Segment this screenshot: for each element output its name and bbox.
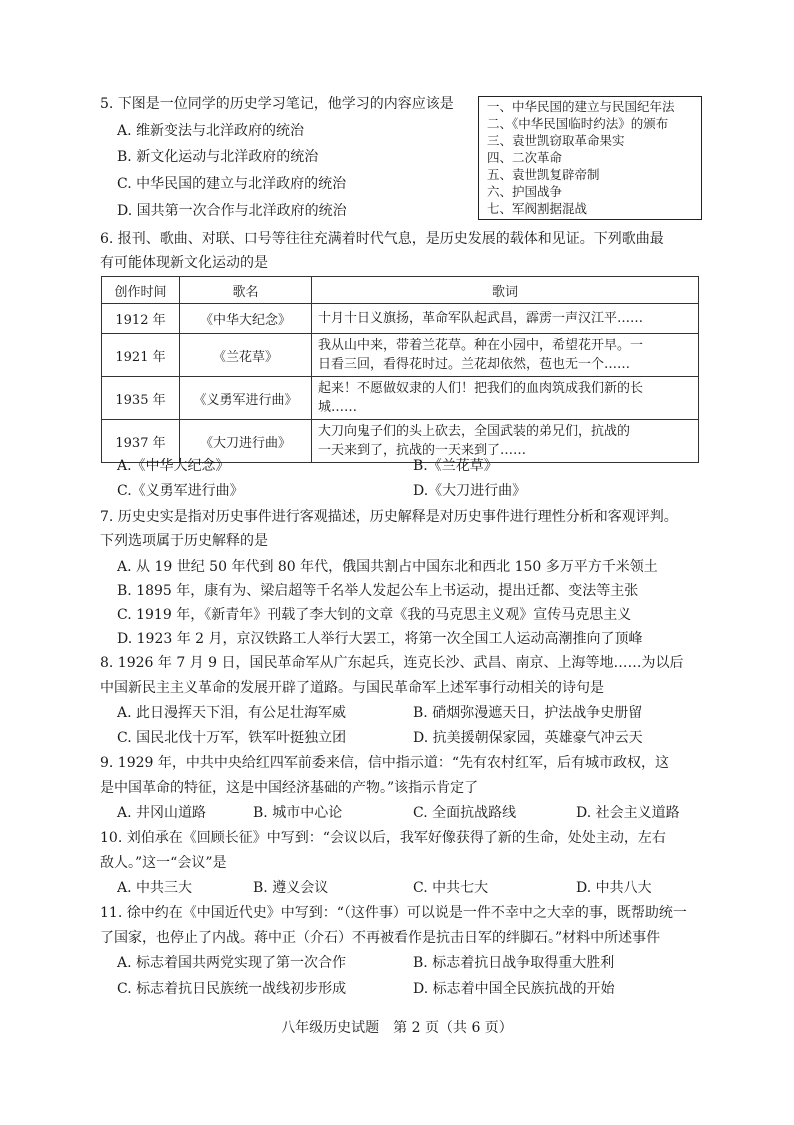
page-footer: 八年级历史试题 第 2 页（共 6 页）: [281, 1020, 513, 1036]
note-item: 一、中华民国的建立与民国纪年法: [487, 99, 675, 114]
q8-option-c: C. 国民北伐十万军，铁军叶挺独立团: [117, 730, 347, 746]
table-header-row: [102, 277, 699, 304]
lyric-line: 十月十日义旗扬，革命军队起武昌，霹雳一声汉江平……: [318, 311, 644, 326]
q6-stem-line2: 有可能体现新文化运动的是: [100, 255, 268, 271]
q8-stem-line1: 8. 1926 年 7 月 9 日，国民革命军从广东起兵，连克长沙、武昌、南京、上海等地……为以后: [100, 655, 684, 671]
q8-stem-line2: 中国新民主主义革命的发展开辟了道路。与国民革命军上述军事行动相关的诗句是: [100, 680, 604, 696]
songs-table: [101, 276, 699, 463]
q5-option-d: D. 国共第一次合作与北洋政府的统治: [117, 203, 347, 219]
q7-option-a: A. 从 19 世纪 50 年代到 80 年代，俄国共割占中国东北和西北 150 多万平方千米领土: [117, 559, 658, 575]
table-row: [102, 334, 699, 377]
q10-option-a: A. 中共三大: [117, 880, 193, 896]
q10-option-b: B. 遵义会议: [253, 880, 329, 896]
q7-option-d: D. 1923 年 2 月，京汉铁路工人举行大罢工，将第一次全国工人运动高潮推向了顶峰: [117, 631, 643, 647]
row-song: 《义勇军进行曲》: [180, 377, 312, 420]
q10-option-c: C. 中共七大: [413, 880, 489, 896]
study-notes-box: [478, 96, 702, 220]
row-lyrics: [312, 377, 699, 420]
q5-option-a: A. 维新变法与北洋政府的统治: [117, 123, 305, 139]
q9-stem-line2: 是中国革命的特征，这是中国经济基础的产物。”该指示肯定了: [100, 780, 479, 796]
note-item: 二、《中华民国临时约法》的颁布: [487, 116, 669, 131]
header-song: 歌名: [180, 277, 312, 304]
q6-option-a: A.《中华大纪念》: [117, 458, 230, 474]
row-year: 1937 年: [102, 420, 180, 463]
q7-option-c: C. 1919 年，《新青年》刊载了李大钊的文章《我的马克思主义观》宣传马克思主义: [117, 607, 632, 623]
q6-stem-line1: 6. 报刊、歌曲、对联、口号等往往充满着时代气息，是历史发展的载体和见证。下列歌曲最: [100, 231, 664, 247]
q9-option-c: C. 全面抗战路线: [413, 805, 517, 821]
table-row: [102, 377, 699, 420]
note-item: 五、袁世凯复辟帝制: [487, 167, 600, 182]
q11-option-d: D. 标志着中国全民族抗战的开始: [413, 981, 615, 997]
row-lyrics: [312, 304, 699, 334]
lyric-line: 日看三回，看得花时过。兰花却依然，苞也无一个……: [318, 357, 631, 372]
lyric-line: 我从山中来，带着兰花草。种在小园中，希望花开早。一: [318, 338, 644, 353]
q7-stem-line2: 下列选项属于历史解释的是: [100, 533, 268, 549]
row-song: 《大刀进行曲》: [180, 420, 312, 463]
q8-option-b: B. 硝烟弥漫遮天日，护法战争史册留: [413, 705, 643, 721]
note-item: 四、二次革命: [487, 150, 563, 165]
note-item: 六、护国战争: [487, 184, 563, 199]
lyric-line: 起来！不愿做奴隶的人们！把我们的血肉筑成我们新的长: [318, 381, 644, 396]
q8-option-d: D. 抗美援朝保家园，英雄豪气冲云天: [413, 730, 643, 746]
q5-option-c: C. 中华民国的建立与北洋政府的统治: [117, 176, 347, 192]
q7-stem-line1: 7. 历史史实是指对历史事件进行客观描述，历史解释是对历史事件进行理性分析和客观评判。: [100, 509, 678, 525]
lyric-line: 一天来到了，抗战的一天来到了……: [318, 443, 527, 458]
q6-option-b: B.《兰花草》: [413, 458, 498, 474]
note-item: 七、军阀割据混战: [487, 201, 588, 216]
row-lyrics: [312, 334, 699, 377]
q10-option-d: D. 中共八大: [576, 880, 652, 896]
q9-stem-line1: 9. 1929 年，中共中央给红四军前委来信，信中指示道：“先有农村红军，后有城市政权，这: [100, 755, 670, 771]
header-time: 创作时间: [102, 277, 180, 304]
table-row: [102, 304, 699, 334]
note-item: 三、袁世凯窃取革命果实: [487, 133, 625, 148]
row-song: 《中华大纪念》: [180, 304, 312, 334]
header-lyrics: 歌词: [312, 277, 699, 304]
q6-option-d: D.《大刀进行曲》: [413, 483, 527, 499]
lyric-line: 大刀向鬼子们的头上砍去，全国武装的弟兄们，抗战的: [318, 424, 631, 439]
q5-stem: 5. 下图是一位同学的历史学习笔记，他学习的内容应该是: [100, 96, 454, 112]
row-year: 1912 年: [102, 304, 180, 334]
q9-option-d: D. 社会主义道路: [576, 805, 680, 821]
lyric-line: 城……: [318, 400, 358, 415]
q11-stem-line1: 11. 徐中约在《中国近代史》中写到：“（这件事）可以说是一件不幸中之大幸的事，既帮助统一: [100, 905, 687, 921]
q5-option-b: B. 新文化运动与北洋政府的统治: [117, 149, 319, 165]
q9-option-b: B. 城市中心论: [253, 805, 343, 821]
row-song: 《兰花草》: [180, 334, 312, 377]
row-year: 1921 年: [102, 334, 180, 377]
row-lyrics: [312, 420, 699, 463]
q10-stem-line2: 敌人。”这一“会议”是: [100, 855, 227, 871]
q11-option-a: A. 标志着国共两党实现了第一次合作: [117, 955, 347, 971]
q11-option-b: B. 标志着抗日战争取得重大胜利: [413, 955, 615, 971]
q11-option-c: C. 标志着抗日民族统一战线初步形成: [117, 981, 347, 997]
q8-option-a: A. 此日漫挥天下泪，有公足壮海军威: [117, 705, 347, 721]
q11-stem-line2: 了国家，也停止了内战。蒋中正（介石）不再被看作是抗击日军的绊脚石。”材料中所述事件: [100, 930, 661, 946]
q6-option-c: C.《义勇军进行曲》: [117, 483, 244, 499]
row-year: 1935 年: [102, 377, 180, 420]
q7-option-b: B. 1895 年，康有为、梁启超等千名举人发起公车上书运动，提出迁都、变法等主张: [117, 583, 639, 599]
q10-stem-line1: 10. 刘伯承在《回顾长征》中写到：“会议以后，我军好像获得了新的生命，处处主动，左右: [100, 830, 666, 846]
q9-option-a: A. 井冈山道路: [117, 805, 207, 821]
